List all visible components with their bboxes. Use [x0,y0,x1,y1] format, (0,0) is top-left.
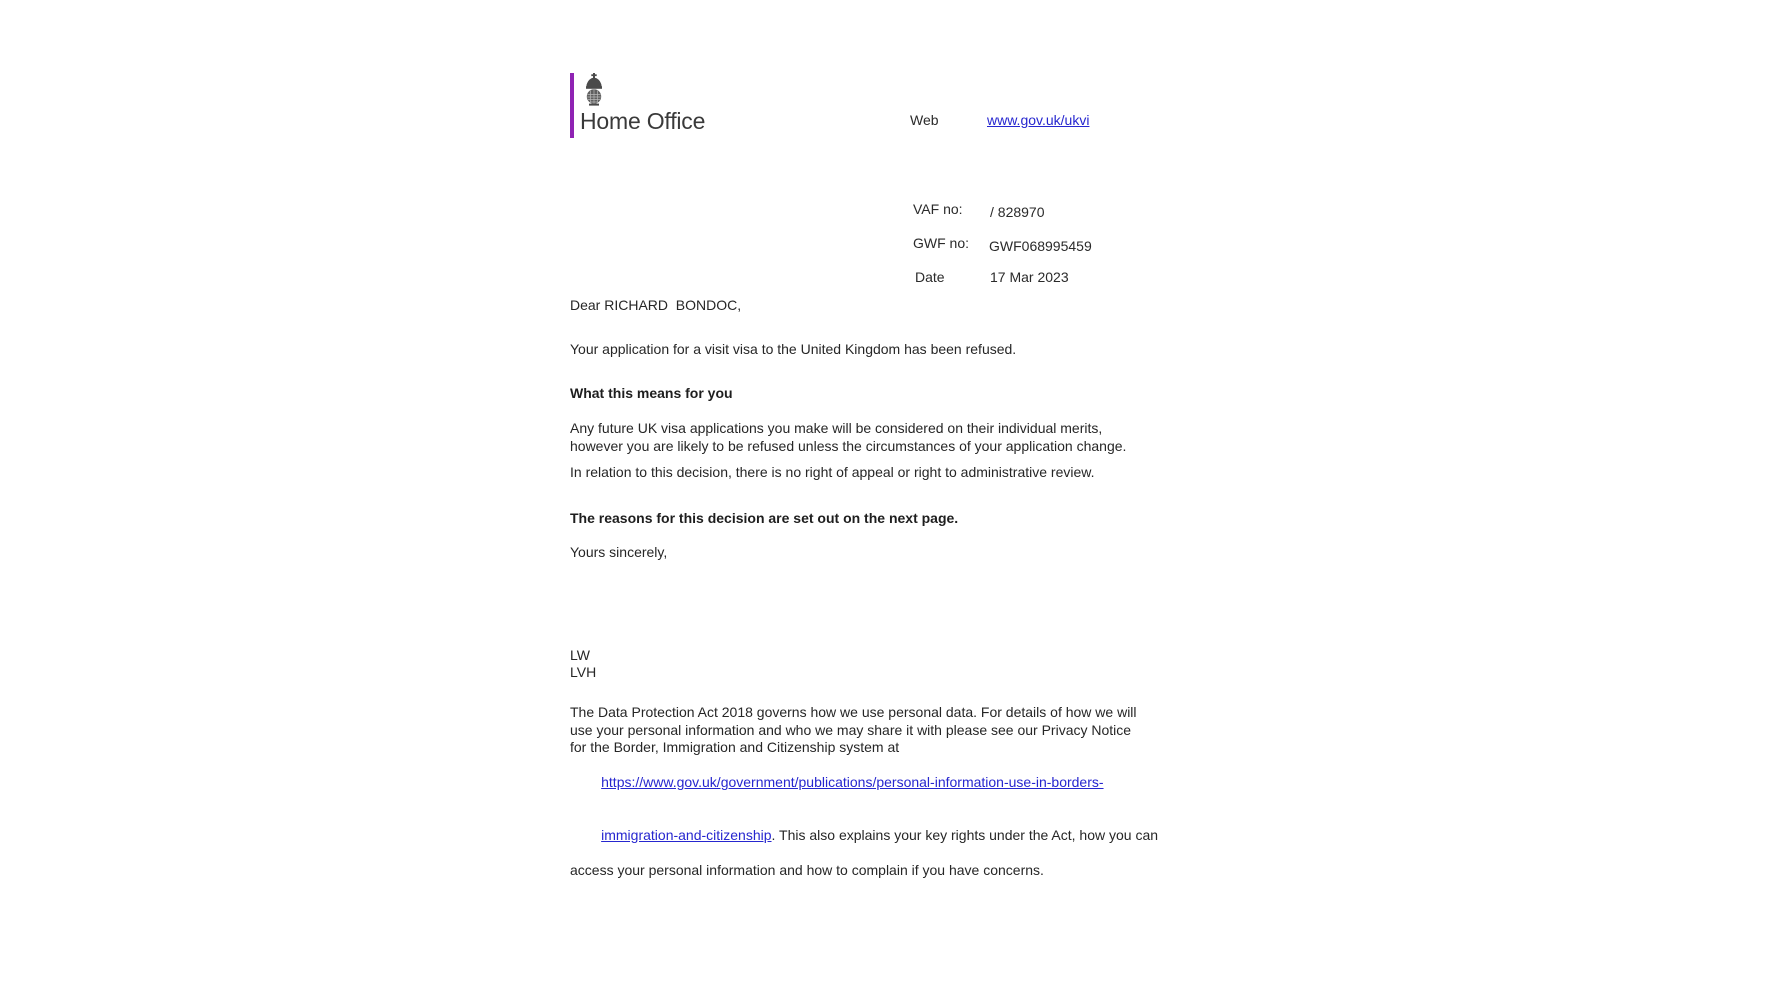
home-office-brand-bar [570,73,574,138]
home-office-letter [570,73,1230,878]
vaf-no-label: VAF no: [913,201,963,217]
data-protection-paragraph [570,704,1158,879]
merits-line-2: however you are likely to be refused unless the circumstances of your application change. [570,437,1127,454]
date-label: Date [915,269,945,285]
crown-emblem-icon [582,73,606,106]
closing-salutation: Yours sincerely, [570,544,668,560]
dp-line-2: use your personal information and who we may share it with please see our Privacy Notice [570,721,1132,738]
home-office-logo-text: Home Office [580,108,706,134]
dp-line-1: The Data Protection Act 2018 governs how we use personal data. For details of how we will [570,704,1137,720]
dp-line-3: for the Border, Immigration and Citizenship system at [570,739,900,755]
reasons-statement: The reasons for this decision are set out on the next page. [570,510,959,526]
gov-uk-ukvi-link[interactable]: www.gov.uk/ukvi [987,112,1090,128]
vaf-no-value: / 828970 [990,204,1045,220]
dp-line-6: access your personal information and how to complain if you have concerns. [570,861,1044,878]
merits-line-1: Any future UK visa applications you make will be considered on their individual merits, [570,420,1103,436]
web-label: Web [910,112,939,128]
greeting: Dear RICHARD BONDOC, [570,297,742,313]
appeal-statement: In relation to this decision, there is no right of appeal or right to administrative review. [570,464,1095,480]
merits-paragraph [570,420,1126,455]
signatory-initials-2: LVH [570,664,597,680]
signatory-initials-1: LW [570,647,590,663]
privacy-notice-link-line-1[interactable]: https://www.gov.uk/government/publications/personal-information-use-in-borders- [601,774,1104,790]
privacy-notice-link-line-2[interactable]: immigration-and-citizenship [601,826,772,843]
gwf-no-label: GWF no: [913,235,970,251]
refusal-statement: Your application for a visit visa to the United Kingdom has been refused. [570,341,1017,357]
date-value: 17 Mar 2023 [990,269,1069,285]
gwf-no-value: GWF068995459 [989,238,1092,254]
dp-after-link-text: . This also explains your key rights under the Act, how you can [771,826,1159,843]
section-heading: What this means for you [570,385,733,401]
